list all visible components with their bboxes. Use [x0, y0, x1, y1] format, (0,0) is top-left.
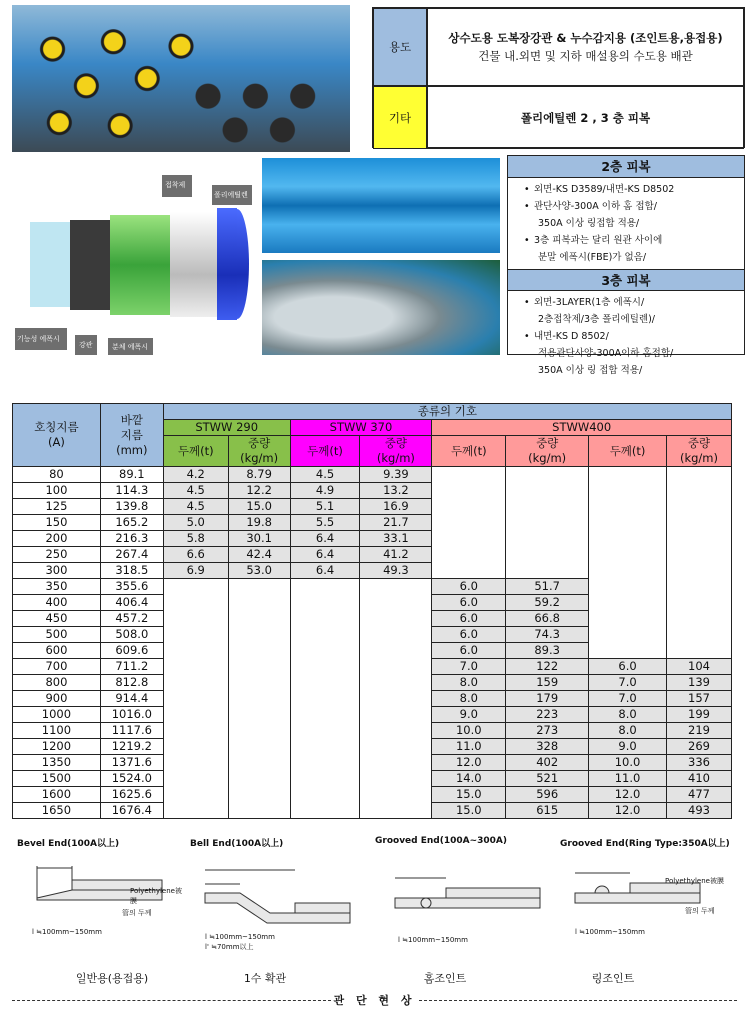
thickness-cell: 9.0: [432, 707, 506, 723]
outer-diameter-cell: 406.4: [100, 595, 163, 611]
thickness-cell: 7.0: [589, 691, 667, 707]
type-symbol-header: 종류의 기호: [163, 404, 731, 420]
weight-cell: 42.4: [228, 547, 290, 563]
spec-table: [12, 403, 732, 819]
nominal-size-cell: 100: [13, 483, 101, 499]
thickness-cell: 4.9: [290, 483, 360, 499]
weight-cell: 13.2: [360, 483, 432, 499]
caption-ring: 링조인트: [591, 972, 635, 985]
ring-grooved-end-diagram: [555, 828, 740, 968]
thickness-cell: 10.0: [432, 723, 506, 739]
coating-spec-box: [507, 155, 745, 376]
outer-diameter-cell: 114.3: [100, 483, 163, 499]
outer-diameter-cell: 355.6: [100, 579, 163, 595]
bullet-icon: •: [524, 297, 530, 308]
weight-cell: 179: [506, 691, 589, 707]
wall-note: 管의 두께: [122, 909, 152, 917]
weight-cell: 41.2: [360, 547, 432, 563]
coating-item-line: 350A 이상 링접합 적용/: [538, 218, 640, 229]
outer-diameter-cell: 812.8: [100, 675, 163, 691]
thickness-cell: 14.0: [432, 771, 506, 787]
nominal-size-cell: 450: [13, 611, 101, 627]
outer-diameter-cell: 139.8: [100, 499, 163, 515]
thickness-cell: 5.1: [290, 499, 360, 515]
thickness-cell: 6.0: [432, 595, 506, 611]
weight-header: 중량 (kg/m): [666, 436, 731, 467]
thickness-cell: 8.0: [432, 675, 506, 691]
weight-cell: 19.8: [228, 515, 290, 531]
nominal-size-cell: 1350: [13, 755, 101, 771]
coating-item-line: • 3층 피복과는 달리 원관 사이에: [524, 232, 744, 249]
empty-cell: [589, 467, 667, 659]
label-powder-epoxy: 분체 에폭시: [112, 343, 149, 351]
thickness-cell: 5.0: [163, 515, 228, 531]
outer-diameter-cell: 1524.0: [100, 771, 163, 787]
label-functional-epoxy: 기능성 에폭시: [17, 335, 60, 343]
thickness-cell: 12.0: [432, 755, 506, 771]
outer-diameter-cell: 318.5: [100, 563, 163, 579]
nominal-size-cell: 350: [13, 579, 101, 595]
label-steel-pipe: 강관: [79, 341, 93, 349]
usage-value: [427, 8, 744, 86]
footer-divider: [12, 992, 737, 1008]
info-table: [372, 7, 745, 148]
outer-diameter-cell: 1676.4: [100, 803, 163, 819]
weight-cell: 157: [666, 691, 731, 707]
weight-cell: 219: [666, 723, 731, 739]
empty-cell: [163, 579, 228, 819]
caption-bell: 1수 확관: [243, 972, 287, 985]
weight-cell: 59.2: [506, 595, 589, 611]
bell-end-title: Bell End(100A以上): [190, 839, 284, 849]
usage-label: 용도: [373, 8, 427, 86]
nominal-size-cell: 1500: [13, 771, 101, 787]
outer-diameter-cell: 216.3: [100, 531, 163, 547]
thickness-cell: 12.0: [589, 803, 667, 819]
thickness-cell: 10.0: [589, 755, 667, 771]
thickness-cell: 6.0: [589, 659, 667, 675]
thickness-cell: 6.4: [290, 563, 360, 579]
nominal-size-cell: 500: [13, 627, 101, 643]
outer-diameter-cell: 508.0: [100, 627, 163, 643]
nominal-size-cell: 1100: [13, 723, 101, 739]
outer-diameter-cell: 89.1: [100, 467, 163, 483]
bullet-icon: •: [524, 201, 530, 212]
nominal-size-cell: 150: [13, 515, 101, 531]
weight-cell: 328: [506, 739, 589, 755]
thickness-cell: 6.6: [163, 547, 228, 563]
outer-diameter-cell: 1625.6: [100, 787, 163, 803]
weight-cell: 336: [666, 755, 731, 771]
caption-general: 일반용(용접용): [75, 972, 149, 985]
coating-item-line: • 외면-3LAYER(1층 에폭시/: [524, 294, 744, 311]
outer-diameter-cell: 457.2: [100, 611, 163, 627]
label-adhesive: 접착제: [165, 181, 186, 189]
outer-diameter-cell: 1219.2: [100, 739, 163, 755]
thickness-cell: 6.4: [290, 547, 360, 563]
nominal-size-header: 호칭지름 (A): [13, 404, 101, 467]
outer-diameter-cell: 1371.6: [100, 755, 163, 771]
weight-cell: 15.0: [228, 499, 290, 515]
empty-cell: [666, 467, 731, 659]
grooved-end-title: Grooved End(100A~300A): [375, 836, 508, 846]
thickness-cell: 6.9: [163, 563, 228, 579]
nominal-size-cell: 800: [13, 675, 101, 691]
coating-item-line: • 외면-KS D3589/내면-KS D8502: [524, 181, 744, 198]
ring-end-title: Grooved End(Ring Type:350A以上): [560, 839, 730, 849]
weight-cell: 493: [666, 803, 731, 819]
weight-cell: 273: [506, 723, 589, 739]
thickness-cell: 12.0: [589, 787, 667, 803]
weight-cell: 49.3: [360, 563, 432, 579]
weight-cell: 33.1: [360, 531, 432, 547]
empty-cell: [506, 467, 589, 579]
stww290-header: STWW 290: [163, 420, 290, 436]
weight-cell: 66.8: [506, 611, 589, 627]
usage-line-2: 건물 내.외면 및 지하 매설용의 수도용 배관: [478, 49, 693, 63]
coating-item-line: 350A 이상 링 접합 적용/: [538, 365, 643, 376]
footer-title: 관 단 현 상: [333, 994, 416, 1007]
pe-note: Polyethylene被膜: [130, 887, 182, 905]
thickness-cell: 4.5: [290, 467, 360, 483]
thickness-cell: 8.0: [432, 691, 506, 707]
thickness-cell: 6.0: [432, 611, 506, 627]
thickness-cell: 6.0: [432, 579, 506, 595]
thickness-cell: 4.2: [163, 467, 228, 483]
outer-diameter-cell: 711.2: [100, 659, 163, 675]
thickness-header: 두께(t): [163, 436, 228, 467]
weight-cell: 159: [506, 675, 589, 691]
two-layer-title: 2층 피복: [508, 156, 744, 178]
nominal-size-cell: 1200: [13, 739, 101, 755]
outer-diameter-cell: 1016.0: [100, 707, 163, 723]
bell-length-note: l' ≒70mm以上: [205, 943, 254, 951]
outer-diameter-header: 바깥 지름 (mm): [100, 404, 163, 467]
thickness-cell: 8.0: [589, 723, 667, 739]
thickness-cell: 7.0: [589, 675, 667, 691]
coating-item-line: 적용관단사양-300A이하 홈접합/: [538, 348, 674, 359]
thickness-cell: 4.5: [163, 483, 228, 499]
bullet-icon: •: [524, 331, 530, 342]
thickness-header: 두께(t): [432, 436, 506, 467]
weight-cell: 199: [666, 707, 731, 723]
thickness-cell: 6.0: [432, 627, 506, 643]
thickness-cell: 6.0: [432, 643, 506, 659]
thickness-cell: 6.4: [290, 531, 360, 547]
nominal-size-cell: 1000: [13, 707, 101, 723]
thickness-cell: 15.0: [432, 803, 506, 819]
weight-cell: 104: [666, 659, 731, 675]
weight-cell: 402: [506, 755, 589, 771]
weight-cell: 615: [506, 803, 589, 819]
weight-cell: 8.79: [228, 467, 290, 483]
length-note: l ≒100mm~150mm: [205, 933, 275, 941]
thickness-cell: 5.8: [163, 531, 228, 547]
weight-cell: 12.2: [228, 483, 290, 499]
label-polyethylene: 폴리에틸렌: [214, 191, 248, 199]
thickness-cell: 11.0: [589, 771, 667, 787]
bell-end-diagram: [185, 828, 365, 968]
thickness-cell: 5.5: [290, 515, 360, 531]
weight-header: 중량 (kg/m): [506, 436, 589, 467]
nominal-size-cell: 125: [13, 499, 101, 515]
nominal-size-cell: 900: [13, 691, 101, 707]
outer-diameter-cell: 267.4: [100, 547, 163, 563]
pe-note: Polyethylene被膜: [665, 877, 724, 885]
caption-groove: 홈조인트: [423, 972, 467, 985]
weight-cell: 51.7: [506, 579, 589, 595]
nominal-size-cell: 1600: [13, 787, 101, 803]
usage-line-1: 상수도용 도복장강관 & 누수감지용 (조인트용,용접용): [448, 31, 723, 45]
two-layer-list: [508, 178, 744, 269]
weight-cell: 53.0: [228, 563, 290, 579]
weight-cell: 139: [666, 675, 731, 691]
outer-diameter-cell: 165.2: [100, 515, 163, 531]
weight-cell: 89.3: [506, 643, 589, 659]
weight-cell: 223: [506, 707, 589, 723]
nominal-size-cell: 300: [13, 563, 101, 579]
thickness-cell: 9.0: [589, 739, 667, 755]
empty-cell: [228, 579, 290, 819]
outer-diameter-cell: 914.4: [100, 691, 163, 707]
empty-cell: [360, 579, 432, 819]
stww400-header: STWW400: [432, 420, 732, 436]
outer-diameter-cell: 1117.6: [100, 723, 163, 739]
coating-item-line: • 관단사양-300A 이하 홈 접합/: [524, 198, 744, 215]
thickness-cell: 4.5: [163, 499, 228, 515]
empty-cell: [432, 467, 506, 579]
other-value: 폴리에틸렌 2 , 3 층 피복: [427, 86, 744, 149]
blue-pipes-photo: [262, 158, 500, 253]
coating-layer-diagram: [12, 160, 257, 355]
thickness-header: 두께(t): [589, 436, 667, 467]
thickness-cell: 7.0: [432, 659, 506, 675]
length-note: l ≒100mm~150mm: [32, 928, 102, 936]
nominal-size-cell: 1650: [13, 803, 101, 819]
weight-cell: 269: [666, 739, 731, 755]
nominal-size-cell: 200: [13, 531, 101, 547]
thickness-header: 두께(t): [290, 436, 360, 467]
three-layer-title: 3층 피복: [508, 269, 744, 291]
weight-cell: 596: [506, 787, 589, 803]
nominal-size-cell: 250: [13, 547, 101, 563]
weight-header: 중량 (kg/m): [228, 436, 290, 467]
pipe-stack-photo: [12, 5, 350, 152]
weight-cell: 21.7: [360, 515, 432, 531]
table-row: [13, 467, 732, 483]
weight-cell: 74.3: [506, 627, 589, 643]
wall-note: 管의 두께: [685, 907, 715, 915]
nominal-size-cell: 600: [13, 643, 101, 659]
nominal-size-cell: 700: [13, 659, 101, 675]
thickness-cell: 8.0: [589, 707, 667, 723]
stww370-header: STWW 370: [290, 420, 432, 436]
bullet-icon: •: [524, 235, 530, 246]
weight-cell: 122: [506, 659, 589, 675]
bevel-end-title: Bevel End(100A以上): [17, 839, 120, 849]
weight-cell: 16.9: [360, 499, 432, 515]
weight-cell: 521: [506, 771, 589, 787]
weight-cell: 477: [666, 787, 731, 803]
length-note: l ≒100mm~150mm: [398, 936, 468, 944]
weight-cell: 30.1: [228, 531, 290, 547]
weight-cell: 9.39: [360, 467, 432, 483]
nominal-size-cell: 80: [13, 467, 101, 483]
length-note: l ≒100mm~150mm: [575, 928, 645, 936]
thickness-cell: 15.0: [432, 787, 506, 803]
coating-item-line: • 내면-KS D 8502/: [524, 328, 744, 345]
coating-item-line: 분말 에폭시(FBE)가 없음/: [538, 252, 647, 263]
coating-item-line: 2층접착제/3층 폴리에틸렌)/: [538, 314, 655, 325]
pipe-interior-photo: [262, 260, 500, 355]
bevel-end-diagram: [12, 828, 182, 968]
thickness-cell: 11.0: [432, 739, 506, 755]
three-layer-list: [508, 291, 744, 382]
other-label: 기타: [373, 86, 427, 149]
grooved-end-diagram: [370, 828, 550, 968]
weight-cell: 410: [666, 771, 731, 787]
bullet-icon: •: [524, 184, 530, 195]
empty-cell: [290, 579, 360, 819]
nominal-size-cell: 400: [13, 595, 101, 611]
weight-header: 중량 (kg/m): [360, 436, 432, 467]
outer-diameter-cell: 609.6: [100, 643, 163, 659]
